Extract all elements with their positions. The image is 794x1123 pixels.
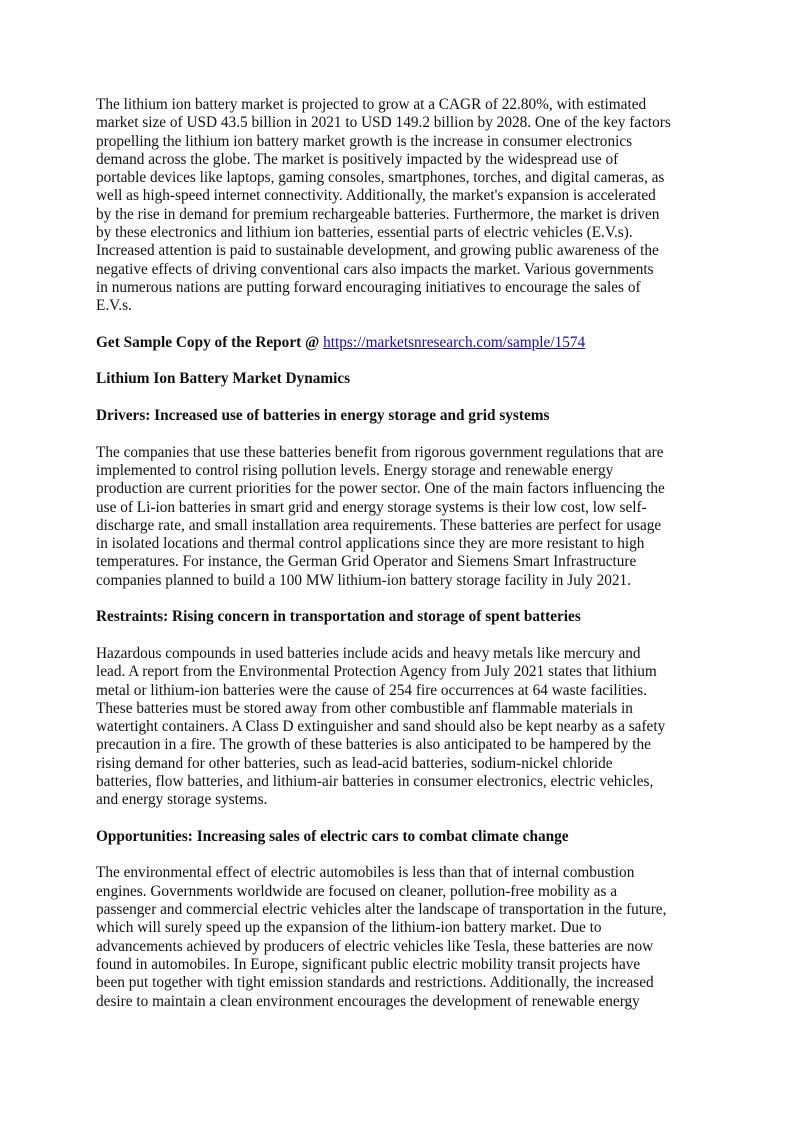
- text-line: market size of USD 43.5 billion in 2021 to USD 149.2 billion by 2028. One of the key factors: [96, 114, 671, 132]
- opportunities-heading: Opportunities: Increasing sales of electric cars to combat climate change: [96, 827, 569, 845]
- text-line: production are current priorities for the power sector. One of the main factors influencing the: [96, 480, 665, 498]
- text-line: portable devices like laptops, gaming consoles, smartphones, torches, and digital cameras, as: [96, 169, 665, 187]
- text-line: in isolated locations and thermal control applications since they are more resistant to high: [96, 535, 645, 553]
- sample-copy-line: [96, 334, 708, 352]
- text-line: lead. A report from the Environmental Protection Agency from July 2021 states that lithium: [96, 663, 657, 681]
- text-line: which will surely speed up the expansion of the lithium-ion battery market. Due to: [96, 919, 602, 937]
- text-line: metal or lithium-ion batteries were the cause of 254 fire occurrences at 64 waste facilities.: [96, 681, 647, 699]
- text-line: discharge rate, and small installation area requirements. These batteries are perfect for usage: [96, 516, 662, 534]
- text-line: found in automobiles. In Europe, significant public electric mobility transit projects have: [96, 955, 641, 973]
- text-line: watertight containers. A Class D extinguisher and sand should also be kept nearby as a safety: [96, 718, 666, 736]
- text-line: The lithium ion battery market is projected to grow at a CAGR of 22.80%, with estimated: [96, 96, 647, 113]
- text-line: The environmental effect of electric automobiles is less than that of internal combustion: [96, 864, 635, 882]
- text-line: rising demand for other batteries, such as lead-acid batteries, sodium-nickel chloride: [96, 754, 613, 772]
- intro-paragraph: [96, 96, 708, 316]
- document-page: [96, 96, 708, 1029]
- text-line: implemented to control rising pollution levels. Energy storage and renewable energy: [96, 461, 614, 479]
- text-line: desire to maintain a clean environment encourages the development of renewable energy: [96, 992, 640, 1010]
- text-line: passenger and commercial electric vehicles alter the landscape of transportation in the future,: [96, 901, 667, 919]
- text-line: by these electronics and lithium ion batteries, essential parts of electric vehicles (E.V.s).: [96, 224, 633, 242]
- text-line: E.V.s.: [96, 297, 132, 315]
- text-line: advancements achieved by producers of electric vehicles like Tesla, these batteries are now: [96, 937, 654, 955]
- text-line: by the rise in demand for premium rechargeable batteries. Furthermore, the market is driven: [96, 205, 660, 223]
- text-line: Increased attention is paid to sustainable development, and growing public awareness of the: [96, 242, 659, 260]
- opportunities-paragraph: [96, 864, 708, 1010]
- text-line: and energy storage systems.: [96, 791, 268, 809]
- restraints-heading: Restraints: Rising concern in transportation and storage of spent batteries: [96, 608, 581, 626]
- text-line: propelling the lithium ion battery market growth is the increase in consumer electronics: [96, 132, 633, 150]
- restraints-paragraph: [96, 645, 708, 810]
- text-line: been put together with tight emission standards and restrictions. Additionally, the increased: [96, 974, 654, 992]
- text-line: negative effects of driving conventional cars also impacts the market. Various governments: [96, 260, 654, 278]
- text-line: engines. Governments worldwide are focused on cleaner, pollution-free mobility as a: [96, 882, 618, 900]
- text-line: in numerous nations are putting forward encouraging initiatives to encourage the sales of: [96, 278, 641, 296]
- text-line: companies planned to build a 100 MW lithium-ion battery storage facility in July 2021.: [96, 571, 632, 589]
- drivers-heading: Drivers: Increased use of batteries in energy storage and grid systems: [96, 407, 550, 425]
- text-line: well as high-speed internet connectivity. Additionally, the market's expansion is accelerated: [96, 187, 656, 205]
- dynamics-heading: Lithium Ion Battery Market Dynamics: [96, 370, 351, 388]
- drivers-paragraph: [96, 444, 708, 590]
- text-line: precaution in a fire. The growth of these batteries is also anticipated to be hampered by the: [96, 736, 651, 754]
- text-line: batteries, flow batteries, and lithium-air batteries in consumer electronics, electric vehicles,: [96, 772, 654, 790]
- text-line: use of Li-ion batteries in smart grid and energy storage systems is their low cost, low self-: [96, 498, 647, 516]
- text-line: The companies that use these batteries benefit from rigorous government regulations that are: [96, 443, 664, 461]
- text-line: demand across the globe. The market is positively impacted by the widespread use of: [96, 150, 619, 168]
- sample-copy-label: Get Sample Copy of the Report @: [96, 333, 324, 351]
- text-line: temperatures. For instance, the German Grid Operator and Siemens Smart Infrastructure: [96, 553, 637, 571]
- text-line: Hazardous compounds in used batteries include acids and heavy metals like mercury and: [96, 644, 641, 662]
- sample-report-link[interactable]: https://marketsnresearch.com/sample/1574: [323, 333, 586, 351]
- text-line: These batteries must be stored away from other combustible anf flammable materials in: [96, 699, 633, 717]
